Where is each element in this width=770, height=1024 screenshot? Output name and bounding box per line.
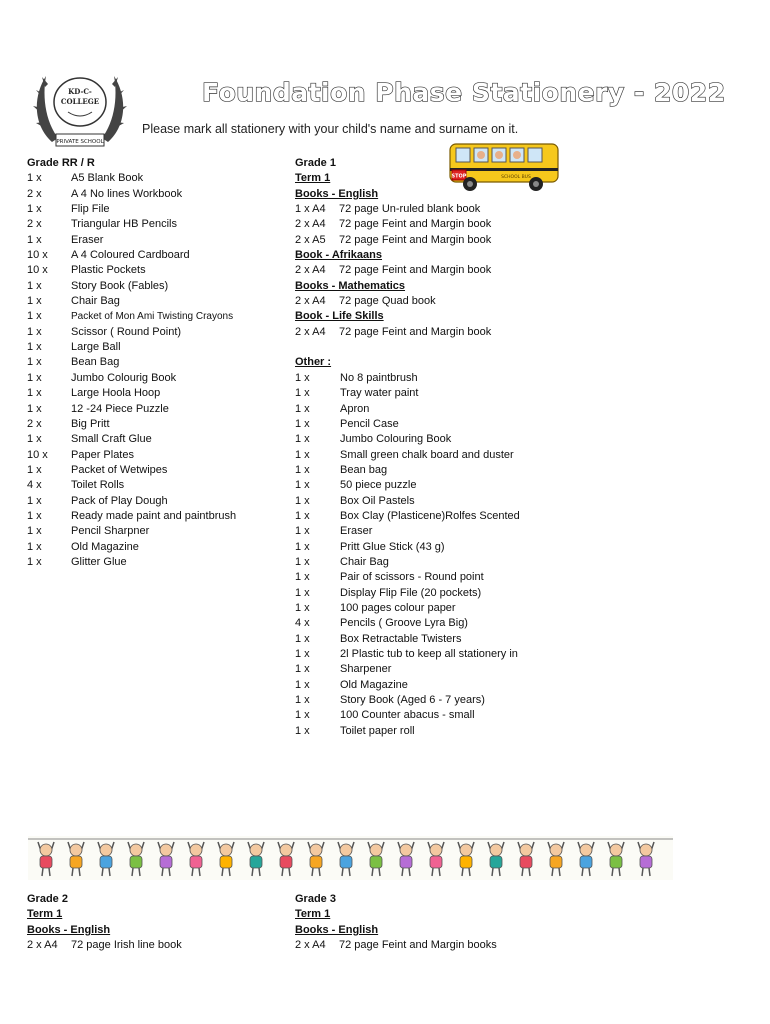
item-quantity: 1 x bbox=[27, 509, 42, 522]
item-quantity: 2 x A4 bbox=[295, 939, 326, 952]
list-item bbox=[295, 432, 520, 447]
item-name: Large Ball bbox=[71, 341, 121, 354]
item-name: Box Clay (Plasticene)Rolfes Scented bbox=[340, 509, 520, 522]
list-item bbox=[295, 294, 520, 309]
list-item bbox=[27, 294, 236, 309]
item-quantity: 1 x bbox=[27, 233, 42, 246]
list-item bbox=[295, 662, 520, 677]
list-item bbox=[295, 524, 520, 539]
list-item bbox=[295, 540, 520, 555]
item-quantity: 1 x bbox=[295, 540, 310, 553]
item-name: 72 page Feint and Margin book bbox=[339, 325, 492, 338]
item-name: Pair of scissors - Round point bbox=[340, 571, 484, 584]
list-item bbox=[27, 417, 236, 432]
list-item bbox=[295, 678, 520, 693]
logo-text-line1: KD-C- bbox=[68, 87, 92, 96]
item-name: Old Magazine bbox=[71, 540, 139, 553]
item-name: Pencil Sharpner bbox=[71, 525, 150, 538]
item-name: 72 page Un-ruled blank book bbox=[339, 203, 481, 216]
item-quantity: 1 x bbox=[295, 433, 310, 446]
grade-rr-heading: Grade RR / R bbox=[27, 157, 95, 169]
list-item bbox=[295, 263, 520, 278]
item-quantity: 1 x bbox=[295, 601, 310, 614]
grade-1-book-life-skills-heading: Book - Life Skills bbox=[295, 310, 384, 323]
list-item bbox=[295, 417, 520, 432]
list-item bbox=[295, 938, 497, 953]
list-item bbox=[295, 693, 520, 708]
logo-text-line2: COLLEGE bbox=[60, 97, 100, 106]
item-name: 72 page Feint and Margin book bbox=[339, 264, 492, 277]
item-quantity: 2 x A4 bbox=[295, 325, 326, 338]
item-name: Flip File bbox=[71, 203, 110, 216]
item-name: 72 page Feint and Margin books bbox=[339, 939, 497, 952]
logo-text-banner: PRIVATE SCHOOL bbox=[56, 139, 104, 145]
grade-3-books-english-heading: Books - English bbox=[295, 923, 379, 936]
item-quantity: 10 x bbox=[27, 264, 48, 277]
item-quantity: 1 x bbox=[27, 203, 42, 216]
list-item bbox=[27, 248, 236, 263]
list-item bbox=[27, 263, 236, 278]
grade-1-list bbox=[295, 156, 520, 739]
list-item bbox=[27, 279, 236, 294]
list-item bbox=[27, 938, 182, 953]
grade-1-heading: Grade 1 bbox=[295, 157, 336, 169]
list-item bbox=[27, 309, 236, 324]
item-name: Box Oil Pastels bbox=[340, 494, 415, 507]
grade-3-heading: Grade 3 bbox=[295, 893, 336, 905]
list-item bbox=[27, 355, 236, 370]
item-name: 72 page Feint and Margin book bbox=[339, 218, 492, 231]
item-quantity: 1 x bbox=[27, 402, 42, 415]
school-logo bbox=[30, 64, 130, 156]
item-name: Tray water paint bbox=[340, 387, 419, 400]
list-item bbox=[27, 340, 236, 355]
item-quantity: 2 x A4 bbox=[295, 295, 326, 308]
item-quantity: 1 x bbox=[27, 525, 42, 538]
item-quantity: 2 x bbox=[27, 417, 42, 430]
list-item bbox=[27, 478, 236, 493]
item-quantity: 1 x bbox=[27, 371, 42, 384]
item-name: 100 Counter abacus - small bbox=[340, 709, 475, 722]
item-quantity: 1 x bbox=[27, 295, 42, 308]
item-quantity: 1 x bbox=[295, 509, 310, 522]
item-name: Bean Bag bbox=[71, 356, 120, 369]
item-name: Toilet Rolls bbox=[71, 479, 125, 492]
item-quantity: 2 x A4 bbox=[295, 264, 326, 277]
item-name: Pencil Case bbox=[340, 417, 399, 430]
children-banner-illustration bbox=[28, 836, 673, 880]
item-name: Scissor ( Round Point) bbox=[71, 325, 182, 338]
item-name: Apron bbox=[340, 402, 370, 415]
list-item bbox=[295, 570, 520, 585]
grade-1-term: Term 1 bbox=[295, 172, 331, 185]
item-quantity: 1 x bbox=[27, 494, 42, 507]
item-quantity: 1 x bbox=[27, 356, 42, 369]
bus-stop-sign: STOP bbox=[451, 173, 467, 180]
list-item bbox=[27, 524, 236, 539]
item-name: Packet of Mon Ami Twisting Crayons bbox=[71, 311, 234, 323]
grade-3-list bbox=[295, 892, 497, 953]
list-item bbox=[295, 202, 520, 217]
item-name: Sharpener bbox=[340, 663, 392, 676]
item-name: Eraser bbox=[340, 525, 373, 538]
list-item bbox=[27, 432, 236, 447]
grade-1-books-english-heading: Books - English bbox=[295, 187, 379, 200]
list-item bbox=[27, 509, 236, 524]
item-quantity: 1 x bbox=[295, 402, 310, 415]
item-name: 100 pages colour paper bbox=[340, 601, 456, 614]
item-quantity: 1 x bbox=[27, 325, 42, 338]
item-name: Jumbo Colouring Book bbox=[340, 433, 452, 446]
list-item bbox=[295, 217, 520, 232]
list-item bbox=[295, 325, 520, 340]
item-quantity: 1 x bbox=[295, 709, 310, 722]
list-item bbox=[27, 555, 236, 570]
item-quantity: 1 x bbox=[295, 448, 310, 461]
item-quantity: 4 x bbox=[295, 617, 310, 630]
item-name: 50 piece puzzle bbox=[340, 479, 417, 492]
list-item bbox=[295, 494, 520, 509]
item-quantity: 1 x bbox=[27, 540, 42, 553]
item-name: 2l Plastic tub to keep all stationery in bbox=[340, 648, 518, 660]
list-item bbox=[295, 448, 520, 463]
grade-2-list bbox=[27, 892, 182, 953]
list-item bbox=[295, 402, 520, 417]
item-name: Bean bag bbox=[340, 463, 388, 476]
grade-rr-items bbox=[27, 171, 236, 570]
item-quantity: 1 x bbox=[295, 678, 310, 691]
grade-3-term: Term 1 bbox=[295, 908, 331, 921]
item-name: Old Magazine bbox=[340, 678, 408, 691]
list-item bbox=[295, 616, 520, 631]
list-item bbox=[295, 478, 520, 493]
list-item bbox=[27, 386, 236, 401]
item-quantity: 1 x bbox=[295, 555, 310, 568]
item-quantity: 1 x A4 bbox=[295, 203, 326, 216]
item-name: Jumbo Colourig Book bbox=[71, 371, 177, 384]
list-item bbox=[295, 586, 520, 601]
list-item bbox=[295, 509, 520, 524]
list-item bbox=[295, 463, 520, 478]
item-name: Ready made paint and paintbrush bbox=[71, 509, 237, 522]
item-name: Small green chalk board and duster bbox=[340, 448, 514, 461]
item-name: Pack of Play Dough bbox=[71, 494, 168, 507]
item-quantity: 1 x bbox=[27, 555, 42, 568]
list-item bbox=[295, 386, 520, 401]
item-name: A 4 No lines Workbook bbox=[71, 187, 183, 200]
item-name: Box Retractable Twisters bbox=[340, 632, 462, 645]
grade-1-other-heading: Other : bbox=[295, 356, 332, 369]
item-quantity: 1 x bbox=[295, 494, 310, 507]
item-quantity: 10 x bbox=[27, 249, 48, 262]
item-name: Pencils ( Groove Lyra Big) bbox=[340, 617, 468, 630]
list-item bbox=[27, 202, 236, 217]
item-name: Big Pritt bbox=[71, 417, 110, 430]
item-name: A 4 Coloured Cardboard bbox=[71, 249, 190, 262]
item-quantity: 1 x bbox=[295, 586, 310, 599]
item-quantity: 1 x bbox=[27, 172, 42, 185]
item-quantity: 1 x bbox=[27, 463, 42, 476]
list-item bbox=[27, 448, 236, 463]
item-name: Plastic Pockets bbox=[71, 264, 146, 277]
item-quantity: 2 x bbox=[27, 218, 42, 231]
list-item bbox=[295, 708, 520, 723]
grade-rr-list bbox=[27, 156, 236, 570]
item-quantity: 1 x bbox=[295, 479, 310, 492]
list-item bbox=[27, 171, 236, 186]
grade-1-book-afrikaans-heading: Book - Afrikaans bbox=[295, 249, 383, 262]
item-quantity: 10 x bbox=[27, 448, 48, 461]
item-quantity: 4 x bbox=[27, 479, 42, 492]
item-name: Pritt Glue Stick (43 g) bbox=[340, 540, 445, 553]
list-item bbox=[27, 371, 236, 386]
list-item bbox=[295, 647, 520, 662]
list-item bbox=[27, 233, 236, 248]
item-name: Packet of Wetwipes bbox=[71, 463, 168, 476]
item-quantity: 1 x bbox=[27, 387, 42, 400]
list-item bbox=[27, 325, 236, 340]
item-quantity: 1 x bbox=[295, 663, 310, 676]
grade-2-term: Term 1 bbox=[27, 908, 63, 921]
bus-label: SCHOOL BUS bbox=[501, 175, 531, 180]
item-name: Small Craft Glue bbox=[71, 433, 152, 446]
item-name: Glitter Glue bbox=[71, 555, 127, 568]
item-name: Toilet paper roll bbox=[340, 724, 415, 737]
list-item bbox=[27, 217, 236, 232]
page-subtitle: Please mark all stationery with your child's name and surname on it. bbox=[142, 122, 519, 136]
item-name: Chair Bag bbox=[71, 295, 120, 308]
item-name: 72 page Quad book bbox=[339, 295, 436, 308]
item-name: 72 page Irish line book bbox=[71, 939, 182, 952]
item-name: Story Book (Aged 6 - 7 years) bbox=[340, 694, 485, 707]
item-quantity: 1 x bbox=[295, 632, 310, 645]
item-name: Large Hoola Hoop bbox=[71, 387, 161, 400]
item-name: Paper Plates bbox=[71, 448, 134, 461]
item-quantity: 2 x A5 bbox=[295, 233, 326, 246]
item-quantity: 1 x bbox=[295, 417, 310, 430]
list-item bbox=[27, 187, 236, 202]
item-quantity: 1 x bbox=[295, 571, 310, 584]
list-item bbox=[27, 463, 236, 478]
list-item bbox=[27, 402, 236, 417]
item-name: A5 Blank Book bbox=[71, 172, 144, 185]
item-quantity: 1 x bbox=[27, 310, 42, 323]
item-quantity: 1 x bbox=[295, 387, 310, 400]
item-name: Story Book (Fables) bbox=[71, 279, 169, 292]
list-item bbox=[27, 494, 236, 509]
item-name: Chair Bag bbox=[340, 555, 389, 568]
list-item bbox=[295, 601, 520, 616]
item-quantity: 2 x A4 bbox=[295, 218, 326, 231]
grade-2-heading: Grade 2 bbox=[27, 893, 68, 905]
item-quantity: 1 x bbox=[27, 279, 42, 292]
item-name: 72 page Feint and Margin book bbox=[339, 233, 492, 246]
list-item bbox=[295, 724, 520, 739]
grade-1-books-maths-heading: Books - Mathematics bbox=[295, 279, 406, 292]
grade-2-books-english-heading: Books - English bbox=[27, 923, 111, 936]
item-name: Triangular HB Pencils bbox=[71, 218, 177, 231]
item-quantity: 1 x bbox=[295, 463, 310, 476]
item-name: Display Flip File (20 pockets) bbox=[340, 586, 482, 599]
list-item bbox=[295, 555, 520, 570]
list-item bbox=[295, 233, 520, 248]
item-quantity: 1 x bbox=[295, 724, 310, 737]
item-quantity: 1 x bbox=[27, 341, 42, 354]
list-item bbox=[295, 632, 520, 647]
item-quantity: 1 x bbox=[27, 433, 42, 446]
item-quantity: 1 x bbox=[295, 648, 310, 660]
page-title: Foundation Phase Stationery - 2022 bbox=[202, 78, 726, 107]
item-name: 12 -24 Piece Puzzle bbox=[71, 402, 169, 415]
item-quantity: 1 x bbox=[295, 694, 310, 707]
item-quantity: 2 x bbox=[27, 187, 42, 200]
list-item bbox=[27, 540, 236, 555]
item-name: Eraser bbox=[71, 233, 104, 246]
item-quantity: 1 x bbox=[295, 525, 310, 538]
item-name: No 8 paintbrush bbox=[340, 371, 418, 384]
item-quantity: 1 x bbox=[295, 371, 310, 384]
item-quantity: 2 x A4 bbox=[27, 939, 58, 952]
list-item bbox=[295, 371, 520, 386]
